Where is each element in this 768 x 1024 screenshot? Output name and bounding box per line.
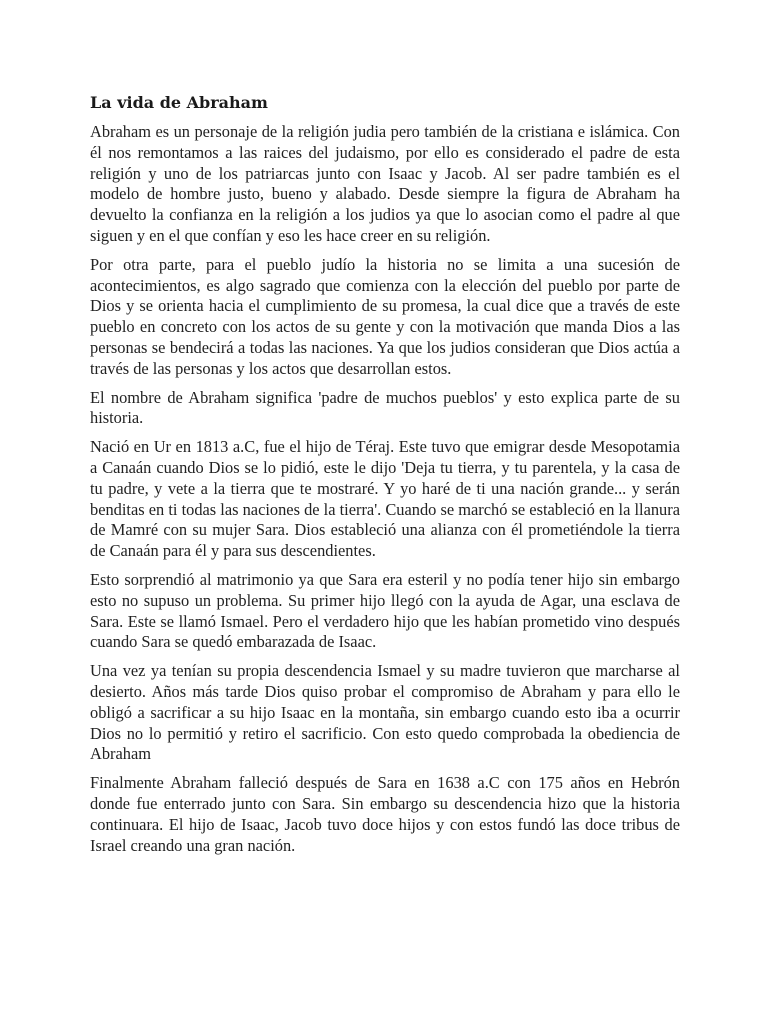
- paragraph-death: Finalmente Abraham falleció después de Sara en 1638 a.C con 175 años en Hebrón donde fue enterrado junto con Sara. Sin embargo su descendencia hizo que la historia continuara. El hijo de Isaac, Jacob tuvo doce hijos y con estos fundó las doce tribus de Israel creando una gran nación.: [90, 773, 680, 855]
- paragraph-children: Esto sorprendió al matrimonio ya que Sara era esteril y no podía tener hijo sin embargo esto no supuso un problema. Su primer hijo llegó con la ayuda de Agar, una esclava de Sara. Este se llamó Ismael. Pero el verdadero hijo que les habían prometido vino después cuando Sara se quedó embarazada de Isaac.: [90, 569, 680, 652]
- paragraph-birth: Nació en Ur en 1813 a.C, fue el hijo de Téraj. Este tuvo que emigrar desde Mesopotamia a Canaán cuando Dios se lo pidió, este le dijo 'Deja tu tierra, y tu parentela, y la casa de tu padre, y vete a la tierra que te mostraré. Y yo haré de ti una nación grande... y serán benditas en ti todas las naciones de la tierra'. Cuando se marchó se estableció en la llanura de Mamré con su mujer Sara. Dios estableció una alianza con él prometiéndole la tierra de Canaán para él y para sus descendientes.: [90, 437, 680, 561]
- paragraph-name-meaning: El nombre de Abraham significa 'padre de muchos pueblos' y esto explica parte de su historia.: [90, 387, 680, 428]
- paragraph-sacrifice: Una vez ya tenían su propia descendencia Ismael y su madre tuvieron que marcharse al desierto. Años más tarde Dios quiso probar el compromiso de Abraham y para ello le obligó a sacrificar a su hijo Isaac en la montaña, sin embargo cuando esto iba a ocurrir Dios no lo permitió y retiro el sacrificio. Con esto quedo comprobada la obediencia de Abraham: [90, 661, 680, 764]
- paragraph-history: Por otra parte, para el pueblo judío la historia no se limita a una sucesión de acontecimientos, es algo sagrado que comienza con la elección del pueblo por parte de Dios y se orienta hacia el cumplimiento de su promesa, la cual dice que a través de este pueblo en concreto con los actos de su gente y con la motivación que manda Dios a las personas se bendecirá a todas las naciones. Ya que los judios consideran que Dios actúa a través de las personas y los actos que desarrollan estos.: [90, 254, 680, 378]
- paragraph-intro: Abraham es un personaje de la religión judia pero también de la cristiana e islámica. Con él nos remontamos a las raices del judaismo, por ello es considerado el padre de esta religión y uno de los patriarcas junto con Isaac y Jacob. Al ser padre también es el modelo de hombre justo, bueno y alabado. Desde siempre la figura de Abraham ha devuelto la confianza en la religión a los judios ya que lo asocian como el padre al que siguen y en el que confían y eso les hace creer en su religión.: [90, 122, 680, 245]
- document-page: [90, 92, 680, 864]
- document-title: La vida de Abraham: [90, 93, 268, 112]
